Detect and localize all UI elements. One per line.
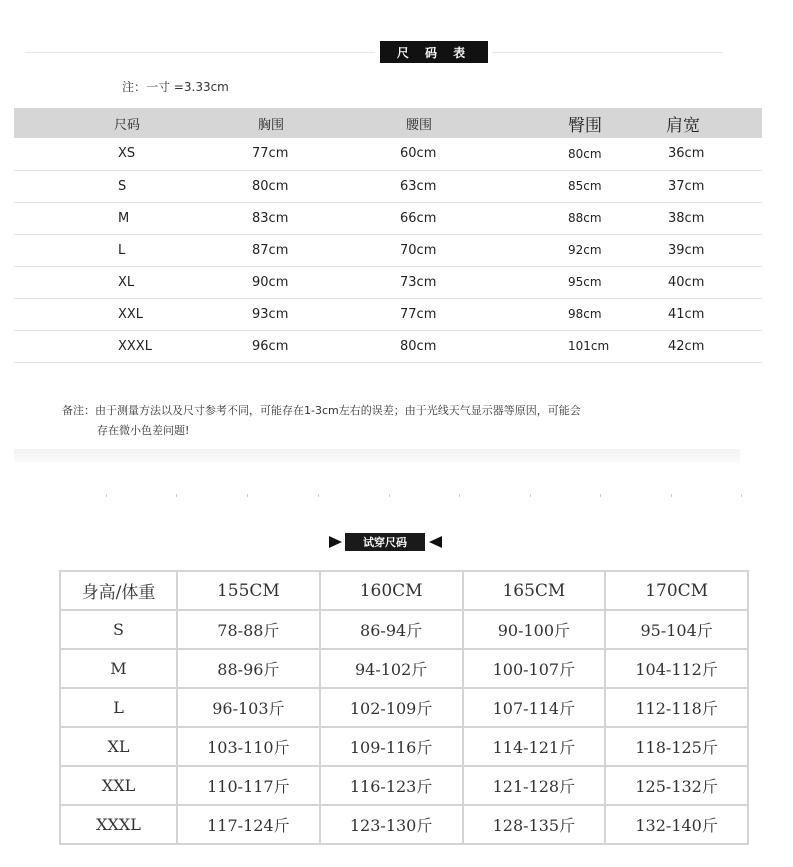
weight-range-cell: 132-140斤 [605,805,748,844]
chest-cell: 90cm [244,266,384,298]
chest-cell: 77cm [244,138,384,170]
waist-cell: 60cm [384,138,562,170]
weight-range-cell: 100-107斤 [463,649,606,688]
fit-chart-table [59,570,749,845]
table-row [60,649,748,688]
size-cell: S [14,170,244,202]
hip-cell: 85cm [562,170,666,202]
table-row [14,234,762,266]
remark-line-1: 备注：由于测量方法以及尺寸参考不同，可能存在1-3cm左右的误差；由于光线天气显示器等原因，可能会 [62,404,581,417]
header-hip: 臀围 [562,108,666,138]
header-height-165: 165CM [463,571,606,610]
hip-cell: 101cm [562,330,666,362]
shoulder-cell: 41cm [666,298,762,330]
header-height-weight: 身高/体重 [60,571,177,610]
table-row [60,766,748,805]
size-label: XXXL [60,805,177,844]
size-cell: M [14,202,244,234]
table-row [60,805,748,844]
weight-range-cell: 107-114斤 [463,688,606,727]
weight-range-cell: 86-94斤 [320,610,463,649]
size-cell: XXXL [14,330,244,362]
size-cell: XL [14,266,244,298]
size-label: S [60,610,177,649]
weight-range-cell: 117-124斤 [177,805,320,844]
weight-range-cell: 96-103斤 [177,688,320,727]
hip-cell: 92cm [562,234,666,266]
table-row [60,688,748,727]
weight-range-cell: 103-110斤 [177,727,320,766]
table-row [14,330,762,362]
shoulder-cell: 38cm [666,202,762,234]
shoulder-cell: 37cm [666,170,762,202]
remark-line-2: 存在微小色差问题! [97,424,190,437]
header-shoulder: 肩宽 [666,108,762,138]
weight-range-cell: 112-118斤 [605,688,748,727]
header-height-170: 170CM [605,571,748,610]
size-label: M [60,649,177,688]
weight-range-cell: 90-100斤 [463,610,606,649]
fit-chart-title: 试穿尺码 [345,533,425,551]
title-arrow-left-icon [329,536,342,548]
size-chart-title: 尺 码 表 [380,41,488,63]
size-cell: XXL [14,298,244,330]
size-label: XXL [60,766,177,805]
size-label: XL [60,727,177,766]
shoulder-cell: 40cm [666,266,762,298]
weight-range-cell: 102-109斤 [320,688,463,727]
waist-cell: 77cm [384,298,562,330]
weight-range-cell: 128-135斤 [463,805,606,844]
table-row [14,138,762,170]
hip-cell: 98cm [562,298,666,330]
weight-range-cell: 110-117斤 [177,766,320,805]
shoulder-cell: 36cm [666,138,762,170]
fit-header-row [60,571,748,610]
header-chest: 胸围 [244,108,384,138]
size-cell: L [14,234,244,266]
header-size: 尺码 [14,108,244,138]
header-height-155: 155CM [177,571,320,610]
title-rule-right [492,52,722,53]
header-height-160: 160CM [320,571,463,610]
chest-cell: 80cm [244,170,384,202]
waist-cell: 63cm [384,170,562,202]
weight-range-cell: 116-123斤 [320,766,463,805]
chest-cell: 93cm [244,298,384,330]
hip-cell: 88cm [562,202,666,234]
size-cell: XS [14,138,244,170]
waist-cell: 73cm [384,266,562,298]
waist-cell: 80cm [384,330,562,362]
weight-range-cell: 114-121斤 [463,727,606,766]
shoulder-cell: 42cm [666,330,762,362]
weight-range-cell: 118-125斤 [605,727,748,766]
remark-note [62,401,742,441]
hip-cell: 80cm [562,138,666,170]
size-chart-header-row [14,108,762,138]
size-chart-table [14,108,762,363]
shoulder-cell: 39cm [666,234,762,266]
waist-cell: 66cm [384,202,562,234]
weight-range-cell: 78-88斤 [177,610,320,649]
weight-range-cell: 104-112斤 [605,649,748,688]
chest-cell: 83cm [244,202,384,234]
weight-range-cell: 121-128斤 [463,766,606,805]
size-label: L [60,688,177,727]
weight-range-cell: 88-96斤 [177,649,320,688]
weight-range-cell: 95-104斤 [605,610,748,649]
table-row [60,610,748,649]
table-row [60,727,748,766]
table-row [14,266,762,298]
table-row [14,202,762,234]
table-row [14,170,762,202]
chest-cell: 96cm [244,330,384,362]
chest-cell: 87cm [244,234,384,266]
header-waist: 腰围 [384,108,562,138]
weight-range-cell: 109-116斤 [320,727,463,766]
table-row [14,298,762,330]
unit-note: 注：一寸 =3.33cm [122,80,229,94]
title-arrow-right-icon [429,536,442,548]
section-divider-band [14,449,740,463]
weight-range-cell: 94-102斤 [320,649,463,688]
weight-range-cell: 123-130斤 [320,805,463,844]
title-rule-left [25,52,375,53]
waist-cell: 70cm [384,234,562,266]
dotted-divider [0,494,793,498]
hip-cell: 95cm [562,266,666,298]
weight-range-cell: 125-132斤 [605,766,748,805]
